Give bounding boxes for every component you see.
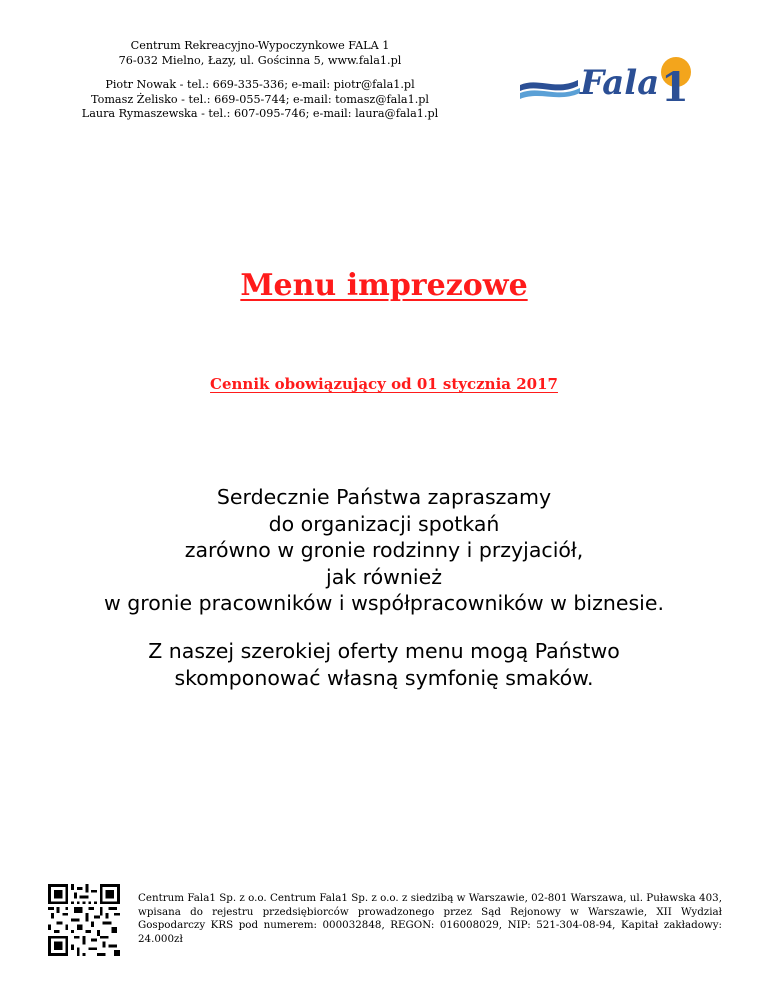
offer-line: Z naszej szerokiej oferty menu mogą Państwo: [148, 639, 620, 663]
invitation-line: jak również: [326, 564, 442, 589]
logo-wave-top: [520, 80, 578, 91]
page-title: Menu imprezowe: [240, 268, 528, 303]
invitation-text: [0, 484, 768, 617]
company-address: 76-032 Mielno, Łazy, ul. Gościnna 5, www.fala1.pl: [118, 53, 402, 67]
invitation-line: w gronie pracowników i współpracowników w biznesie.: [103, 591, 664, 615]
offer-line: skomponować własną symfonię smaków.: [174, 665, 594, 690]
invitation-line: zarówno w gronie rodzinny i przyjaciół,: [184, 538, 584, 562]
contact-tomasz: Tomasz Żelisko - tel.: 669-055-744; e-mail: tomasz@fala1.pl: [91, 92, 429, 106]
contact-piotr: Piotr Nowak - tel.: 669-335-336; e-mail: piotr@fala1.pl: [105, 78, 415, 92]
fala1-logo: [518, 55, 698, 105]
invitation-line: do organizacji spotkań: [268, 511, 500, 536]
logo-text: Fala: [580, 63, 660, 103]
company-legal-info: Centrum Fala1 Sp. z o.o. Centrum Fala1 Sp. z o.o. z siedzibą w Warszawie, 02-801 Warszawa, ul. Puławska 403, wpisana do rejestru przedsiębiorców prowadzonego przez Sąd Rejonowy w Warszawie, XII Wydział Gospodarczy KRS pod numerem: 000032848, REGON: 016008029, NIP: 521-304-08-94, Kapitał zakładowy: 24.000zł: [138, 892, 722, 945]
price-list-date: Cennik obowiązujący od 01 stycznia 2017: [210, 375, 558, 393]
company-header: [40, 39, 480, 122]
invitation-line: Serdecznie Państwa zapraszamy: [216, 485, 552, 509]
logo-number: 1: [661, 64, 689, 105]
menu-offer-text: [0, 638, 768, 691]
contact-laura: Laura Rymaszewska - tel.: 607-095-746; e-mail: laura@fala1.pl: [81, 107, 439, 121]
company-name: Centrum Rekreacyjno-Wypoczynkowe FALA 1: [130, 39, 390, 52]
qr-code: [48, 884, 120, 956]
